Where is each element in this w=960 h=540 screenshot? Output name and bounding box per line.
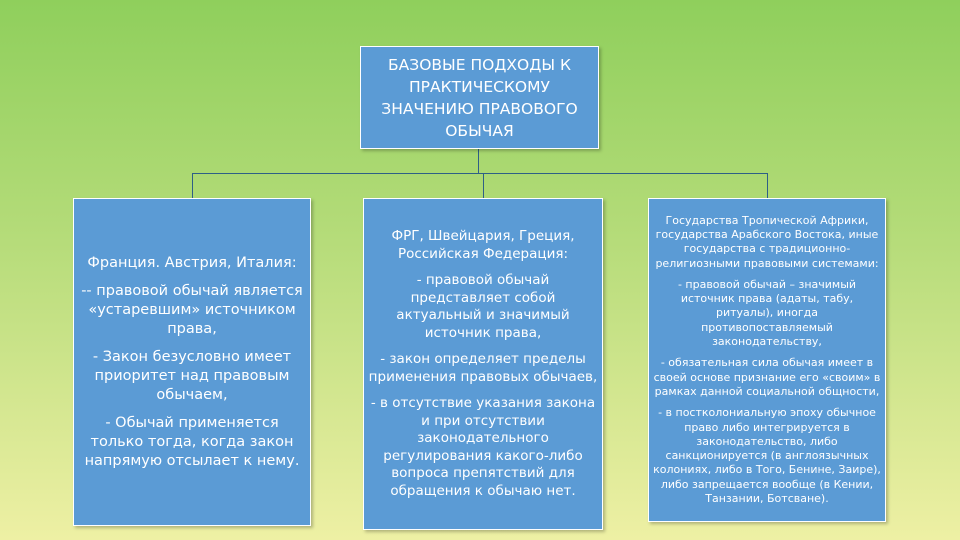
column-box-africa-arab-states	[648, 198, 886, 522]
connector-root-down	[478, 149, 479, 173]
connector-col1	[192, 173, 193, 198]
column-item: - правовой обычай представляет собой актуальный и значимый источник права,	[396, 272, 570, 341]
column-item: - Обычай применяется только тогда, когда закон напрямую отсылает к нему.	[84, 414, 300, 469]
column-item: - правовой обычай – значимый источник права (адаты, табу, ритуалы), иногда противопоставляемый законодательству,	[677, 277, 857, 349]
column-heading: ФРГ, Швейцария, Греция, Российская Федерация:	[391, 228, 575, 262]
connector-horizontal	[192, 173, 767, 174]
connector-col3	[767, 173, 768, 198]
column-heading: Государства Тропической Африки, государства Арабского Востока, иные государства с традиционно-религиозными правовыми системами:	[655, 213, 879, 270]
column-box-france-austria-italy	[73, 198, 311, 526]
root-title: БАЗОВЫЕ ПОДХОДЫ К ПРАКТИЧЕСКОМУ ЗНАЧЕНИЮ ПРАВОВОГО ОБЫЧАЯ	[381, 55, 578, 140]
root-box	[360, 46, 599, 149]
column-item: - обязательная сила обычая имеет в своей основе признание его «своим» в рамках данной социальной общности,	[653, 356, 881, 398]
column-item: - в отсутствие указания закона и при отсутствии законодательного регулирования какого-либо вопроса препятствий для обращения к обычаю нет.	[370, 395, 596, 499]
column-item: -- правовой обычай является «устаревшим» источником права,	[81, 282, 303, 337]
column-item: - закон определяет пределы применения правовых обычаев,	[368, 351, 598, 385]
column-heading: Франция. Австрия, Италия:	[87, 254, 297, 271]
column-item: - в постколониальную эпоху обычное право либо интегрируется в законодательство, либо санкционируется (в англоязычных колониях, либо в Того, Бенине, Заире), либо запрещается вообще (в Кении, Танзании, Ботсване).	[653, 406, 881, 506]
column-item: - Закон безусловно имеет приоритет над правовым обычаем,	[92, 348, 292, 403]
connector-col2	[483, 173, 484, 198]
column-box-germany-switzerland-greece-russia	[363, 198, 603, 530]
